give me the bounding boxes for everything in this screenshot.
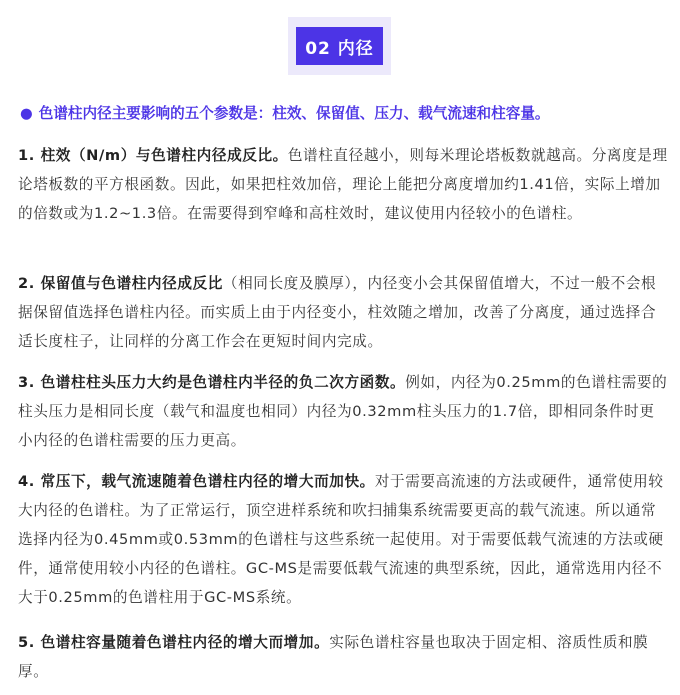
paragraph-body: 例如，内径为0.25mm的色谱柱需要的柱头压力是相同长度（载气和温度也相同）内径为0.32mm柱头压力的1.7倍，即相同条件时更小内径的色谱柱需要的压力更高。	[18, 374, 668, 449]
paragraph-body: （相同长度及膜厚），内径变小会其保留值增大，不过一般不会根据保留值选择色谱柱内径。而实质上由于内径变小，柱效随之增加，改善了分离度，通过选择合适长度柱子，让同样的分离工作会在更短时间内完成。	[18, 275, 657, 350]
intro-text: 色谱柱内径主要影响的五个参数是：柱效、保留值、压力、载气流速和柱容量。	[38, 105, 550, 122]
section-header-frame	[288, 17, 391, 75]
section-title: 02 内径	[296, 27, 383, 65]
paragraph-lead: 4. 常压下，载气流速随着色谱柱内径的增大而加快。	[18, 473, 375, 490]
bullet-icon: ●	[20, 105, 33, 122]
paragraph-body: 对于需要高流速的方法或硬件，通常使用较大内径的色谱柱。为了正常运行，顶空进样系统和吹扫捕集系统需要更高的载气流速。所以通常选择内径为0.45mm或0.53mm的色谱柱与这些系统一起使用。对于需要低载气流速的方法或硬件，通常使用较小内径的色谱柱。GC-MS是需要低载气流速的典型系统，因此，通常选用内径不大于0.25mm的色谱柱用于GC-MS系统。	[18, 473, 664, 606]
paragraph-flow-rate	[18, 467, 668, 612]
paragraph-pressure	[18, 368, 668, 455]
paragraph-retention	[18, 269, 668, 356]
paragraph-lead: 1. 柱效（N/m）与色谱柱内径成反比。	[18, 147, 288, 164]
paragraph-body: 色谱柱直径越小，则每米理论塔板数就越高。分离度是理论塔板数的平方根函数。因此，如果把柱效加倍，理论上能把分离度增加约1.41倍，实际上增加的倍数或为1.2~1.3倍。在需要得到窄峰和高柱效时，建议使用内径较小的色谱柱。	[18, 147, 668, 222]
paragraph-body: 实际色谱柱容量也取决于固定相、溶质性质和膜厚。	[18, 634, 649, 680]
paragraph-column-efficiency	[18, 141, 668, 228]
intro-line	[20, 103, 668, 125]
paragraph-capacity	[18, 628, 668, 686]
paragraph-lead: 3. 色谱柱柱头压力大约是色谱柱内半径的负二次方函数。	[18, 374, 406, 391]
paragraph-lead: 2. 保留值与色谱柱内径成反比	[18, 275, 223, 292]
paragraph-lead: 5. 色谱柱容量随着色谱柱内径的增大而增加。	[18, 634, 330, 651]
